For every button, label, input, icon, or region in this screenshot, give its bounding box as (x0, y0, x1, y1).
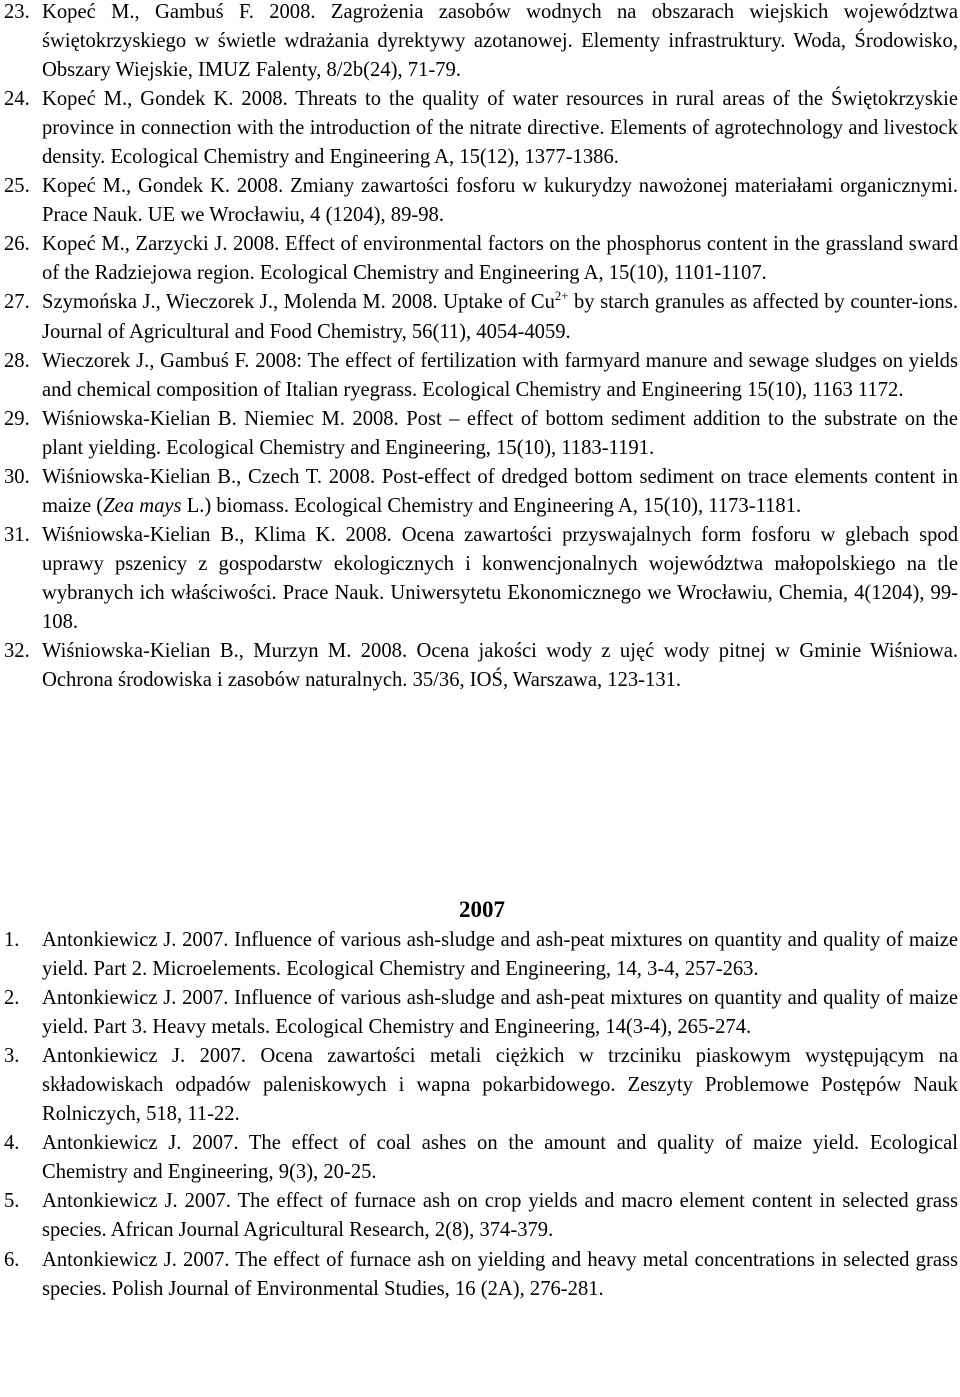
reference-item (0, 230, 960, 288)
superscript-charge: 2+ (554, 289, 569, 304)
reference-number: 25. (4, 175, 30, 198)
reference-number: 27. (4, 291, 30, 314)
reference-item (0, 288, 960, 346)
reference-text: Antonkiewicz J. 2007. Ocena zawartości metali ciężkich w trzciniku piaskowym występującym na składowiskach odpadów paleniskowych i wapna pokarbidowego. Zeszyty Problemowe Postępów Nauk Rolniczych, 518, 11-22. (42, 1045, 958, 1126)
reference-item (0, 521, 960, 637)
reference-text: Wiśniowska-Kielian B., Klima K. 2008. Ocena zawartości przyswajalnych form fosforu w glebach spod uprawy pszenicy z gospodarstw ekologicznych i konwencjonalnych województwa małopolskiego na tle wybranych ich właściwości. Prace Nauk. Uniwersytetu Ekonomicznego we Wrocławiu, Chemia, 4(1204), 99-108. (42, 523, 958, 633)
reference-item (0, 1042, 960, 1129)
reference-number: 32. (4, 640, 30, 663)
reference-list-2007 (0, 926, 960, 1304)
reference-text: Antonkiewicz J. 2007. The effect of furnace ash on crop yields and macro element content in selected grass species. African Journal Agricultural Research, 2(8), 374-379. (42, 1190, 958, 1242)
reference-number: 1. (4, 929, 20, 951)
reference-number: 5. (4, 1190, 20, 1213)
reference-number: 24. (4, 88, 30, 111)
reference-item (0, 347, 960, 405)
reference-item (0, 172, 960, 230)
reference-text: Antonkiewicz J. 2007. The effect of furnace ash on yielding and heavy metal concentrations in selected grass species. Polish Journal of Environmental Studies, 16 (2A), 276-281. (42, 1248, 958, 1300)
reference-text: Wiśniowska-Kielian B. Niemiec M. 2008. Post – effect of bottom sediment addition to the substrate on the plant yielding. Ecological Chemistry and Engineering, 15(10), 1183-1191. (42, 407, 958, 459)
reference-text: Wieczorek J., Gambuś F. 2008: The effect of fertilization with farmyard manure and sewage sludges on yields and chemical composition of Italian ryegrass. Ecological Chemistry and Engineering 15(10), 1163 1172. (42, 349, 958, 401)
reference-text: Kopeć M., Gambuś F. 2008. Zagrożenia zasobów wodnych na obszarach wiejskich województwa świętokrzyskiego w świetle wdrażania dyrektywy azotanowej. Elementy infrastruktury. Woda, Środowisko, Obszary Wiejskie, IMUZ Falenty, 8/2b(24), 71-79. (42, 1, 958, 82)
reference-text: Antonkiewicz J. 2007. Influence of various ash-sludge and ash-peat mixtures on quantity and quality of maize yield. Part 3. Heavy metals. Ecological Chemistry and Engineering, 14(3-4), 265-274. (42, 987, 958, 1039)
reference-list-2008 (0, 0, 960, 695)
reference-text: Kopeć M., Gondek K. 2008. Zmiany zawartości fosforu w kukurydzy nawożonej materiałami organicznymi. Prace Nauk. UE we Wrocławiu, 4 (1204), 89-98. (42, 175, 958, 227)
italic-species-name: Zea mays (103, 494, 182, 517)
reference-item (0, 85, 960, 172)
reference-item (0, 1129, 960, 1187)
reference-item (0, 926, 960, 984)
reference-number: 31. (4, 523, 30, 546)
reference-text-end: by starch granules as affected by counter-ions. Journal of Agricultural and Food Chemistry, 56(11), 4054-4059. (42, 291, 958, 343)
reference-text: Wiśniowska-Kielian B., Murzyn M. 2008. Ocena jakości wody z ujęć wody pitnej w Gminie Wiśniowa. Ochrona środowiska i zasobów naturalnych. 35/36, IOŚ, Warszawa, 123-131. (42, 640, 958, 692)
reference-number: 6. (4, 1248, 20, 1271)
reference-text: Kopeć M., Gondek K. 2008. Threats to the quality of water resources in rural areas of the Świętokrzyskie province in connection with the introduction of the nitrate directive. Elements of agrotechnology and livestock density. Ecological Chemistry and Engineering A, 15(12), 1377-1386. (42, 88, 958, 169)
reference-number: 26. (4, 233, 30, 256)
reference-number: 3. (4, 1045, 20, 1068)
reference-number: 2. (4, 987, 20, 1010)
reference-number: 4. (4, 1132, 20, 1155)
year-heading: 2007 (459, 897, 505, 922)
reference-text: Antonkiewicz J. 2007. The effect of coal ashes on the amount and quality of maize yield. Ecological Chemistry and Engineering, 9(3), 20-25. (42, 1132, 958, 1184)
reference-text (42, 463, 960, 521)
reference-item (0, 637, 960, 695)
reference-text: Antonkiewicz J. 2007. Influence of various ash-sludge and ash-peat mixtures on quantity and quality of maize yield. Part 2. Microelements. Ecological Chemistry and Engineering, 14, 3-4, 257-263. (42, 929, 958, 981)
reference-text-start: Szymońska J., Wieczorek J., Molenda M. 2008. Uptake of Cu (42, 291, 555, 314)
reference-text (42, 288, 960, 346)
reference-item (0, 1246, 960, 1304)
reference-item (0, 405, 960, 463)
reference-text-start: Wiśniowska-Kielian B., Czech T. 2008. Post-effect of dredged bottom sediment on trace elements content in maize ( (42, 465, 958, 517)
reference-text: Kopeć M., Zarzycki J. 2008. Effect of environmental factors on the phosphorus content in the grassland sward of the Radziejowa region. Ecological Chemistry and Engineering A, 15(10), 1101-1107. (42, 233, 958, 285)
reference-item (0, 0, 960, 85)
reference-text-end: L.) biomass. Ecological Chemistry and Engineering A, 15(10), 1173-1181. (181, 494, 802, 517)
reference-number: 28. (4, 349, 30, 372)
reference-number: 30. (4, 465, 30, 488)
reference-item (0, 984, 960, 1042)
reference-item (0, 463, 960, 521)
reference-number: 23. (4, 1, 30, 23)
reference-number: 29. (4, 407, 30, 430)
reference-item (0, 1187, 960, 1245)
